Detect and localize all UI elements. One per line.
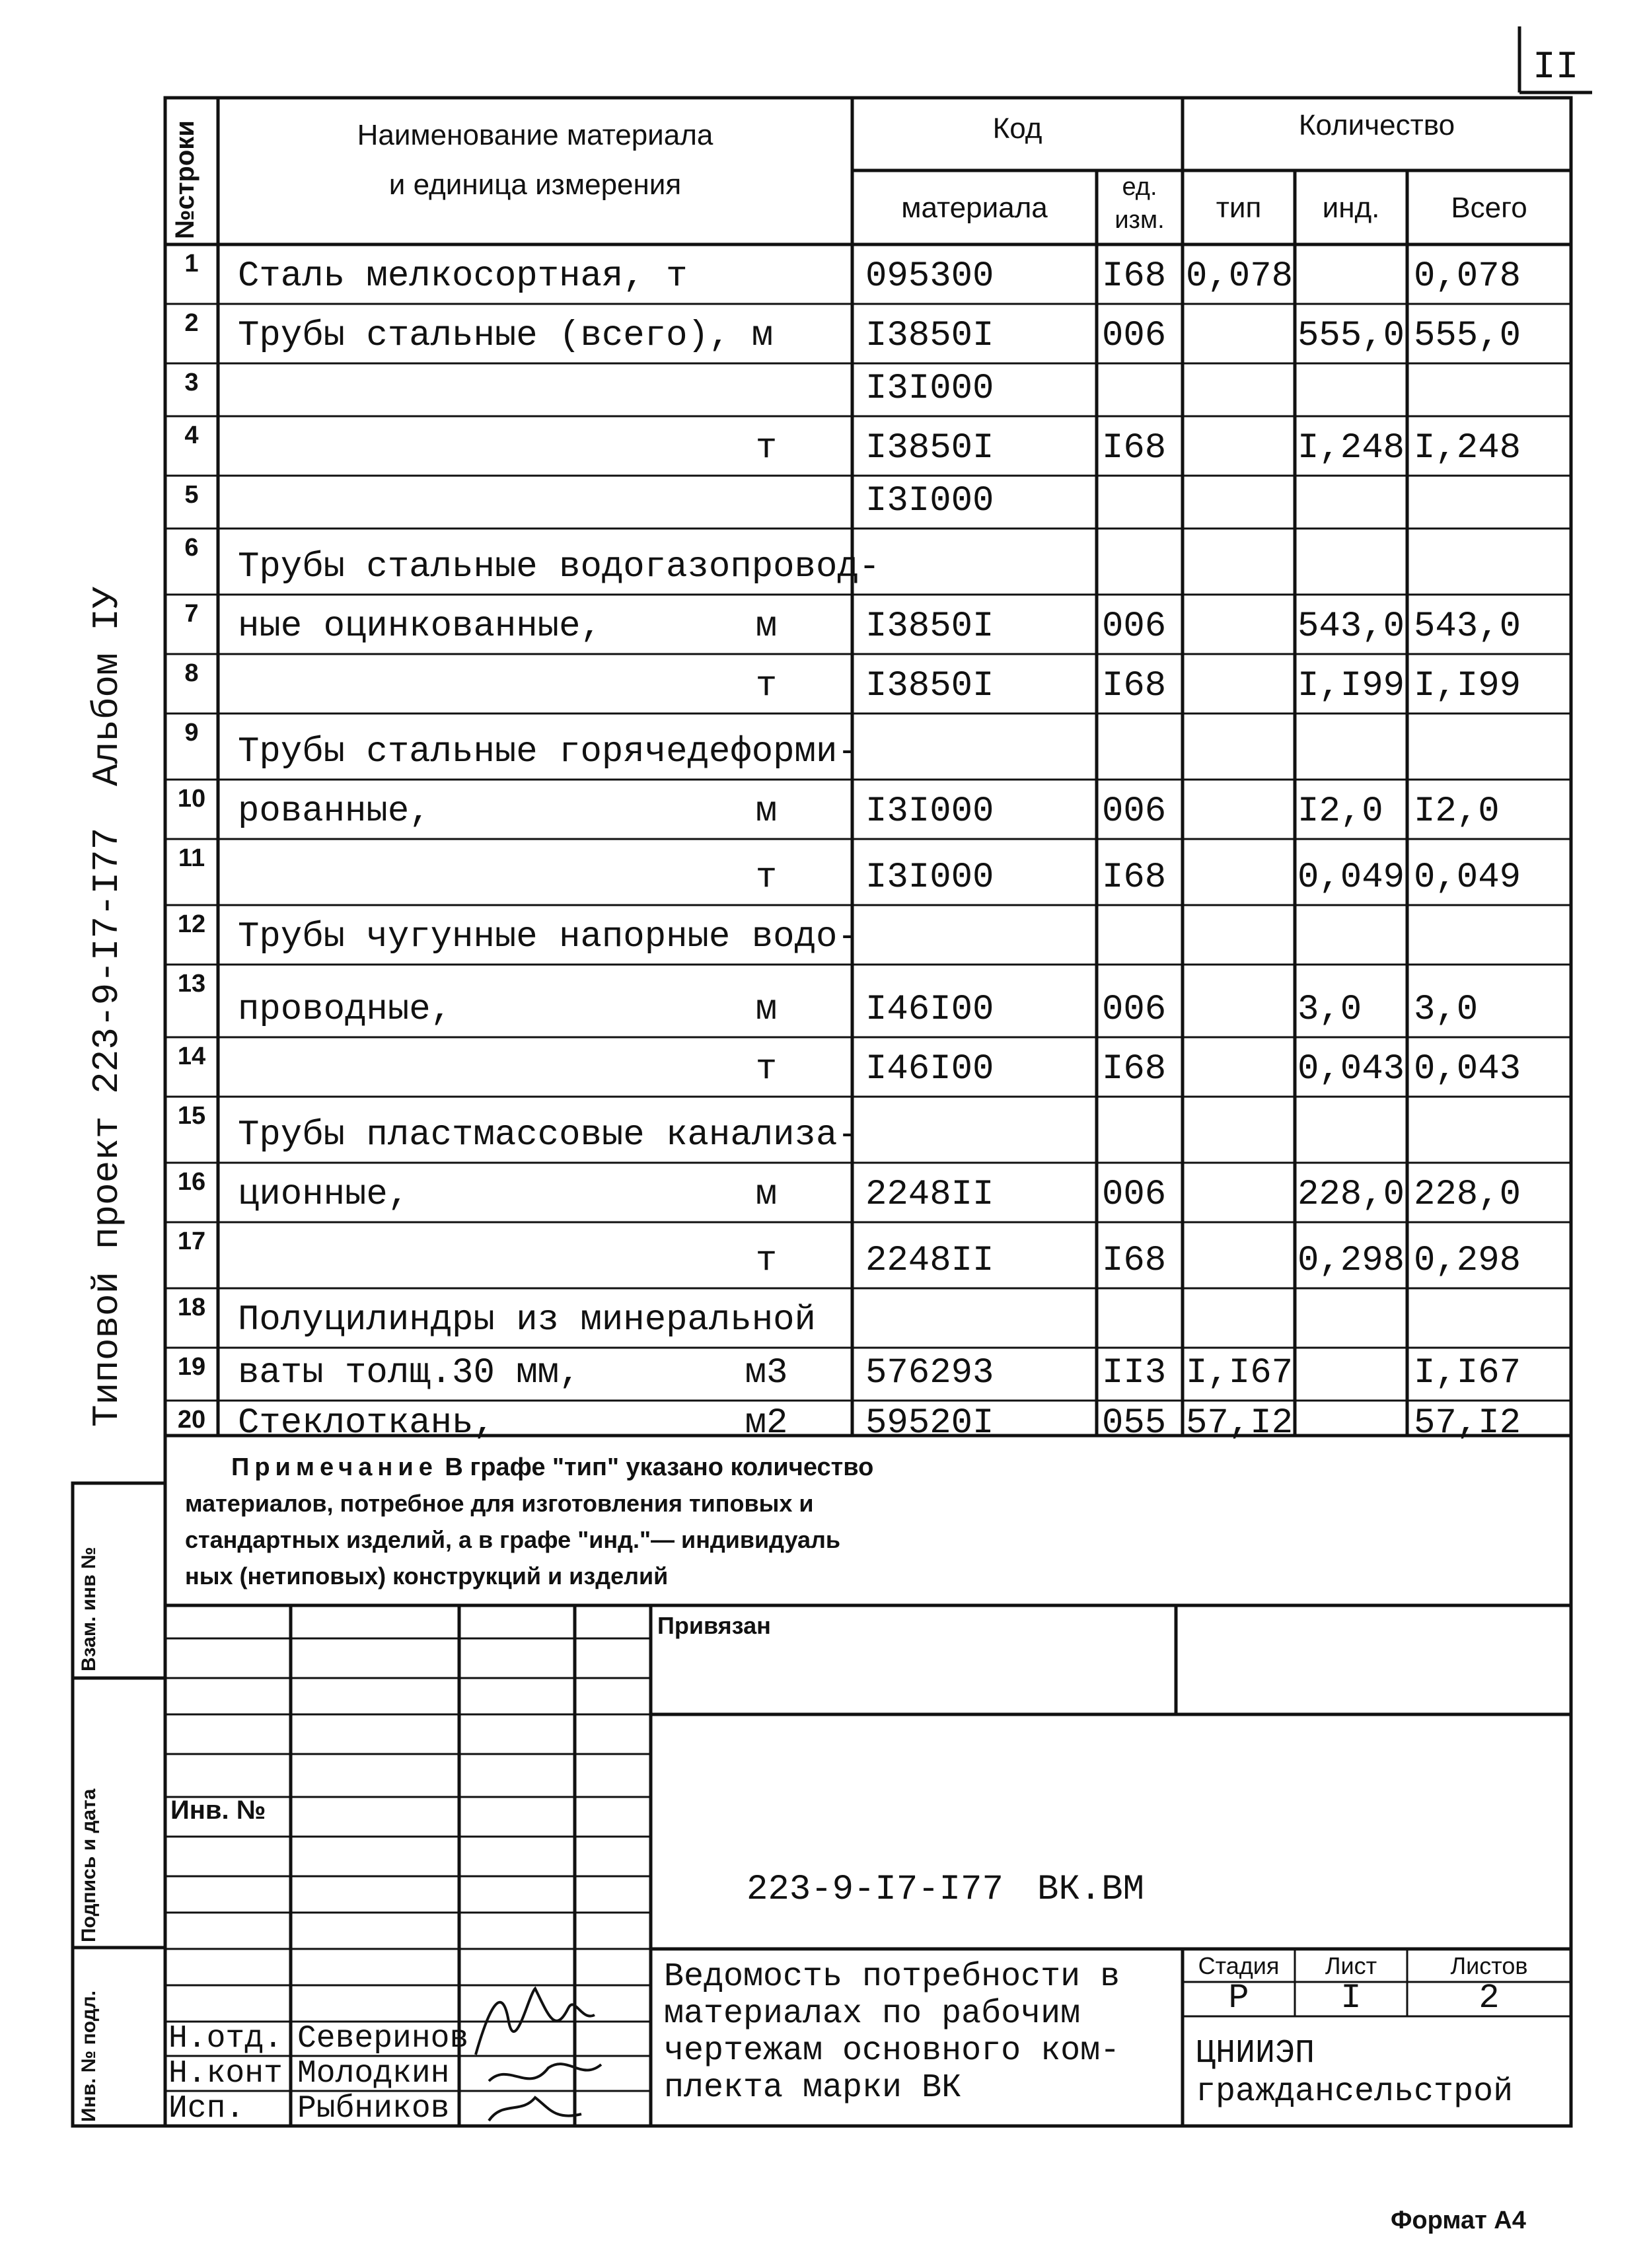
cell-total: 0,043	[1414, 1049, 1521, 1089]
cell-code: I3850I	[865, 316, 994, 356]
cell-type: 57,I2	[1186, 1403, 1294, 1444]
cell-name: проводные,	[238, 990, 453, 1030]
cell-uom: I68	[1102, 1241, 1167, 1281]
org-line2: граждансельстрой	[1196, 2073, 1514, 2111]
cell-code: I46I00	[865, 990, 994, 1030]
cell-uom: I68	[1102, 256, 1167, 297]
doc-mark: ВК.ВМ	[1037, 1870, 1145, 1910]
cell-n: 12	[177, 910, 206, 938]
doc-title-line4: плекта марки ВК	[664, 2069, 962, 2107]
table-row	[0, 1097, 1645, 1163]
cell-ind: 555,0	[1298, 316, 1405, 356]
cell-unit: т	[755, 666, 778, 706]
cell-type: 0,078	[1186, 256, 1294, 297]
name-2: Молодкин	[297, 2056, 450, 2092]
cell-n: 4	[184, 421, 199, 449]
cell-unit: м	[755, 791, 778, 832]
cell-code: I46I00	[865, 1049, 994, 1089]
cell-n: 20	[177, 1406, 206, 1434]
cell-n: 3	[184, 369, 199, 396]
cell-n: 15	[177, 1102, 206, 1130]
cell-n: 2	[184, 309, 199, 337]
cell-n: 18	[177, 1294, 206, 1321]
cell-code: I3850I	[865, 428, 994, 468]
header-row-no: №строки	[170, 120, 200, 239]
header-quantity: Количество	[1298, 109, 1455, 141]
sheet-label: Лист	[1325, 1952, 1377, 1979]
cell-total: I,I67	[1414, 1353, 1521, 1393]
cell-n: 5	[184, 481, 199, 509]
cell-unit: м	[755, 1175, 778, 1215]
cell-uom: 006	[1102, 316, 1167, 356]
page-number: II	[1533, 46, 1579, 89]
side-project-title: Типовой проект 223-9-I7-I77	[86, 827, 128, 1427]
table-row	[0, 304, 1645, 363]
note-line3: стандартных изделий, а в графе "инд."— индивидуаль	[185, 1526, 841, 1553]
cell-code: I3850I	[865, 606, 994, 647]
cell-total: 57,I2	[1414, 1403, 1521, 1444]
table-row	[0, 529, 1645, 595]
cell-name: Трубы стальные горячедеформи-	[238, 732, 859, 772]
cell-ind: 3,0	[1298, 990, 1362, 1030]
table-row	[0, 965, 1645, 1037]
table-row	[0, 1348, 1645, 1401]
note-line2: материалов, потребное для изготовления типовых и	[185, 1490, 814, 1517]
cell-ind: 0,049	[1298, 858, 1405, 898]
cell-unit: т	[755, 1241, 778, 1281]
cell-code: 576293	[865, 1353, 994, 1393]
cell-n: 11	[178, 844, 205, 872]
stage-label: Стадия	[1198, 1952, 1280, 1979]
header-material: материала	[901, 192, 1048, 224]
table-row	[0, 713, 1645, 780]
cell-name: Трубы стальные водогазопровод-	[238, 547, 881, 587]
cell-unit: м3	[745, 1353, 788, 1393]
cell-name: ционные,	[238, 1175, 410, 1215]
side-label-inv-podl: Инв. № подл.	[78, 1990, 100, 2122]
header-unit-line2: изм.	[1115, 206, 1165, 234]
table-row	[0, 1037, 1645, 1097]
cell-name: рованные,	[238, 791, 431, 832]
table-row	[0, 654, 1645, 713]
cell-n: 19	[177, 1353, 206, 1381]
cell-unit: т	[755, 1049, 778, 1089]
cell-uom: 006	[1102, 1175, 1167, 1215]
cell-code: I3I000	[865, 791, 994, 832]
privyazan-label: Привязан	[657, 1612, 771, 1639]
cell-n: 1	[184, 250, 199, 277]
cell-unit: м	[755, 606, 778, 647]
cell-total: 0,298	[1414, 1241, 1521, 1281]
cell-n: 9	[184, 719, 199, 747]
cell-unit: т	[755, 428, 778, 468]
cell-ind: 0,298	[1298, 1241, 1405, 1281]
table-row	[0, 1288, 1645, 1348]
cell-n: 6	[184, 534, 199, 562]
org-line1: ЦНИИЭП	[1196, 2035, 1315, 2072]
sheet-value: I	[1340, 1979, 1362, 2018]
inv-no-label: Инв. №	[170, 1796, 266, 1825]
cell-uom: II3	[1102, 1353, 1167, 1393]
table-row	[0, 595, 1645, 654]
cell-uom: 006	[1102, 990, 1167, 1030]
doc-title-line2: материалах по рабочим	[664, 1995, 1081, 2033]
cell-type: I,I67	[1186, 1353, 1294, 1393]
name-1: Северинов	[297, 2021, 469, 2057]
cell-total: 0,049	[1414, 858, 1521, 898]
side-label-vzam: Взам. инв №	[78, 1547, 100, 1671]
cell-ind: 228,0	[1298, 1175, 1405, 1215]
doc-code: 223-9-I7-I77	[747, 1870, 1004, 1910]
cell-n: 10	[177, 785, 206, 813]
cell-name: Полуцилиндры из минеральной	[238, 1300, 816, 1340]
cell-code: I3I000	[865, 369, 994, 409]
cell-uom: I68	[1102, 1049, 1167, 1089]
note-label: Примечание	[231, 1453, 438, 1481]
cell-code: 2248II	[865, 1241, 994, 1281]
table-row	[0, 363, 1645, 416]
cell-total: 3,0	[1414, 990, 1479, 1030]
cell-n: 16	[177, 1168, 206, 1196]
role-1: Н.отд.	[168, 2021, 283, 2057]
cell-n: 14	[177, 1043, 206, 1070]
role-3: Исп.	[168, 2091, 245, 2127]
cell-name: Трубы пластмассовые канализа-	[238, 1115, 859, 1155]
doc-title	[664, 1959, 1120, 2107]
cell-name: ные оцинкованные,	[238, 606, 602, 647]
cell-uom: 006	[1102, 606, 1167, 647]
table-row	[0, 905, 1645, 965]
cell-total: 228,0	[1414, 1175, 1521, 1215]
header-type: тип	[1216, 192, 1262, 224]
cell-n: 8	[184, 659, 199, 687]
cell-uom: 006	[1102, 791, 1167, 832]
cell-total: 0,078	[1414, 256, 1521, 297]
role-2: Н.конт	[168, 2056, 283, 2092]
header-code: Код	[992, 112, 1042, 145]
side-label-podpis: Подпись и дата	[78, 1788, 100, 1942]
cell-n: 17	[177, 1227, 206, 1255]
table-row	[0, 244, 1645, 304]
cell-name: Стеклоткань,	[238, 1403, 495, 1444]
cell-ind: I2,0	[1298, 791, 1383, 832]
cell-total: 555,0	[1414, 316, 1521, 356]
cell-code: I3I000	[865, 858, 994, 898]
name-3: Рыбников	[297, 2091, 450, 2127]
cell-ind: I,I99	[1298, 666, 1405, 706]
cell-code: 2248II	[865, 1175, 994, 1215]
cell-unit: м	[755, 990, 778, 1030]
cell-n: 7	[184, 600, 199, 628]
note-line1	[231, 1453, 873, 1482]
cell-ind: I,248	[1298, 428, 1405, 468]
cell-ind: 543,0	[1298, 606, 1405, 647]
cell-code: 095300	[865, 256, 994, 297]
table-row	[0, 416, 1645, 476]
cell-total: I2,0	[1414, 791, 1500, 832]
sheets-value: 2	[1479, 1979, 1500, 2018]
sheets-label: Листов	[1450, 1952, 1528, 1979]
cell-total: 543,0	[1414, 606, 1521, 647]
side-album-title: Альбом IУ	[86, 586, 128, 786]
cell-uom: 055	[1102, 1403, 1167, 1444]
cell-uom: I68	[1102, 666, 1167, 706]
cell-n: 13	[177, 970, 206, 998]
cell-code: 59520I	[865, 1403, 994, 1444]
cell-name: Трубы чугунные напорные водо-	[238, 917, 859, 957]
organization	[1196, 2035, 1513, 2111]
table-row	[0, 1401, 1645, 1444]
table-row	[0, 780, 1645, 839]
cell-ind: 0,043	[1298, 1049, 1405, 1089]
doc-title-line1: Ведомость потребности в	[664, 1958, 1120, 1996]
table-row	[0, 1222, 1645, 1288]
cell-unit: т	[755, 858, 778, 898]
stage-value: Р	[1228, 1979, 1249, 2018]
cell-code: I3850I	[865, 666, 994, 706]
cell-name: Трубы стальные (всего), м	[238, 316, 774, 356]
header-name-line1: Наименование материала	[357, 119, 713, 151]
table-row	[0, 1163, 1645, 1222]
header-total: Всего	[1451, 192, 1527, 224]
cell-name: ваты толщ.30 мм,	[238, 1353, 581, 1393]
cell-unit: м2	[745, 1403, 788, 1444]
table-row	[0, 476, 1645, 529]
cell-uom: I68	[1102, 428, 1167, 468]
note-text1: В графе "тип" указано количество	[445, 1453, 874, 1481]
header-ind: инд.	[1322, 192, 1380, 224]
cell-total: I,I99	[1414, 666, 1521, 706]
signatures	[476, 1989, 601, 2121]
doc-title-line3: чертежам основного ком-	[664, 2032, 1120, 2070]
header-name-line2: и единица измерения	[388, 168, 682, 201]
cell-uom: I68	[1102, 858, 1167, 898]
format-label: Формат А4	[1391, 2207, 1526, 2234]
cell-code: I3I000	[865, 481, 994, 521]
header-unit-line1: ед.	[1122, 173, 1157, 201]
note-line4: ных (нетиповых) конструкций и изделий	[185, 1562, 669, 1590]
cell-name: Сталь мелкосортная, т	[238, 256, 688, 297]
cell-total: I,248	[1414, 428, 1521, 468]
table-row	[0, 839, 1645, 905]
